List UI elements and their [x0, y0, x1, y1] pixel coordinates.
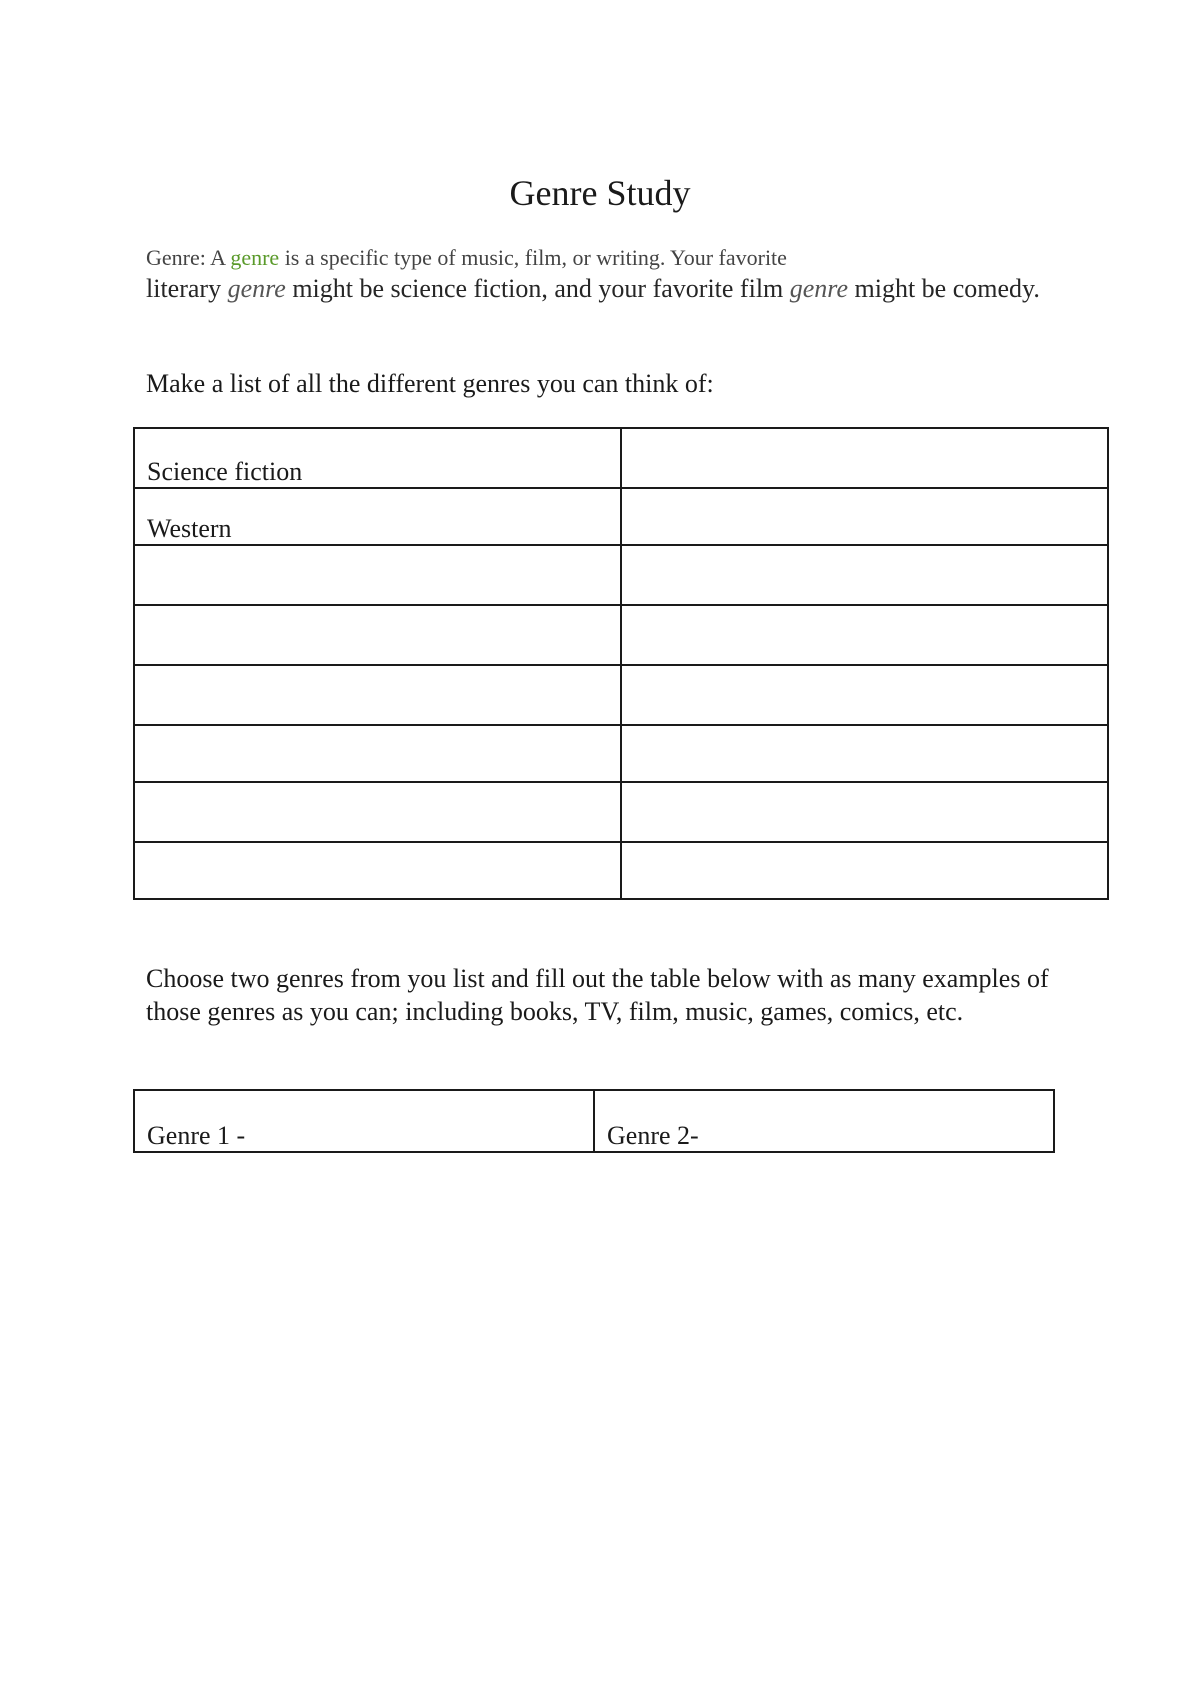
genre-2-cell[interactable]: Genre 2- — [594, 1090, 1054, 1152]
definition-prefix: Genre: A — [146, 245, 231, 270]
genre-cell[interactable] — [134, 782, 621, 842]
choose-instruction: Choose two genres from you list and fill out the table below with as many examples of those genres as you can; including books, TV, film, music, games, comics, etc. — [146, 964, 1049, 1026]
table-row — [134, 545, 1108, 605]
genre-cell[interactable] — [621, 782, 1108, 842]
genre-cell[interactable] — [621, 842, 1108, 899]
genre-cell[interactable] — [621, 545, 1108, 605]
genre-cell[interactable] — [134, 725, 621, 782]
genre-list-table — [133, 427, 1109, 900]
genre-cell[interactable] — [621, 428, 1108, 488]
definition-term-link[interactable]: genre — [230, 245, 280, 270]
genre-cell[interactable] — [134, 665, 621, 725]
genre-cell[interactable] — [621, 665, 1108, 725]
genre-1-cell[interactable]: Genre 1 - — [134, 1090, 594, 1152]
genre-cell[interactable]: Science fiction — [134, 428, 621, 488]
genre-definition — [146, 243, 1046, 305]
table-row — [134, 1090, 1054, 1152]
definition-line2-part1: literary — [146, 274, 228, 303]
genre-cell[interactable] — [621, 488, 1108, 545]
table-row — [134, 725, 1108, 782]
definition-line-1 — [146, 243, 1046, 273]
genre-cell[interactable] — [134, 545, 621, 605]
genre-pick-table — [133, 1089, 1055, 1153]
definition-line2-part3: might be comedy. — [848, 274, 1040, 303]
page-title: Genre Study — [509, 173, 691, 213]
table-row — [134, 665, 1108, 725]
definition-line2-em2: genre — [789, 274, 848, 303]
table-row — [134, 842, 1108, 899]
table-row — [134, 488, 1108, 545]
definition-line-2 — [146, 273, 1046, 305]
genre-cell[interactable] — [134, 842, 621, 899]
definition-line2-part2: might be science fiction, and your favorite film — [285, 274, 790, 303]
genre-cell[interactable] — [621, 725, 1108, 782]
definition-line2-em1: genre — [227, 274, 286, 303]
genre-cell[interactable] — [621, 605, 1108, 665]
table-row — [134, 782, 1108, 842]
definition-rest: is a specific type of music, film, or writing. Your favorite — [279, 245, 787, 270]
table-row — [134, 428, 1108, 488]
list-instruction: Make a list of all the different genres you can think of: — [146, 369, 714, 398]
genre-cell[interactable] — [134, 605, 621, 665]
genre-cell[interactable]: Western — [134, 488, 621, 545]
table-row — [134, 605, 1108, 665]
